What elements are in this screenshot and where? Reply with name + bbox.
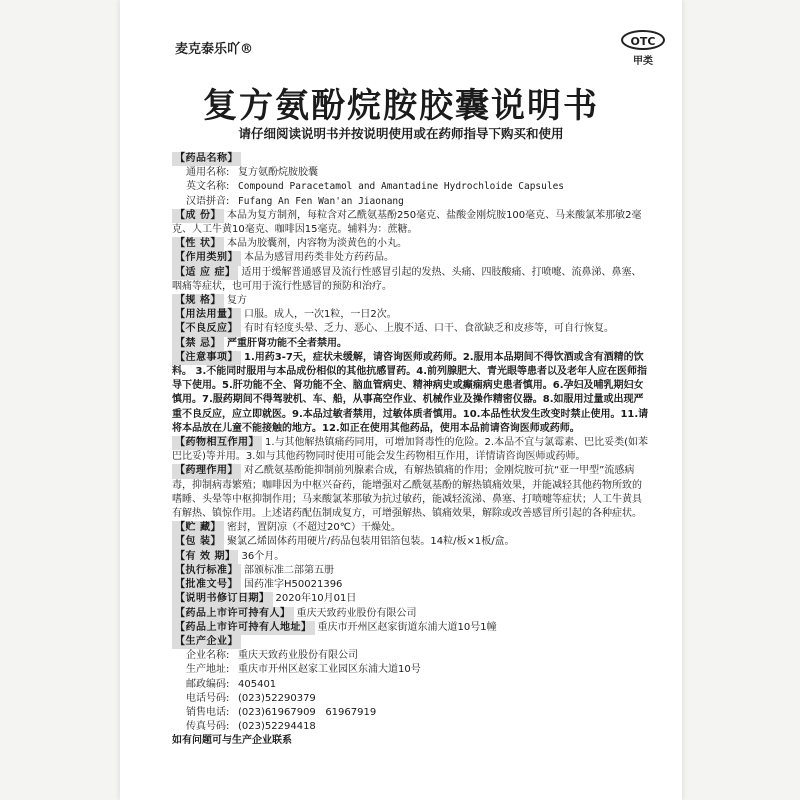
manufacturer-address-row [172, 663, 650, 677]
section-mah [172, 607, 650, 621]
section-precautions [172, 351, 650, 436]
section-label: 【注意事项】 [172, 351, 241, 365]
field-key: 汉语拼音: [186, 195, 230, 207]
manufacturer-name-row [172, 649, 650, 663]
english-name-row [172, 180, 650, 194]
section-text: 密封，置阴凉（不超过20℃）干燥处。 [226, 522, 401, 534]
section-adverse [172, 322, 650, 336]
field-key: 销售电话: [186, 706, 230, 718]
section-label: 【作用类别】 [172, 251, 241, 265]
section-text: 口服。成人，一次1粒，一日2次。 [244, 309, 397, 321]
zip-value: 405401 [238, 678, 277, 690]
section-mah-address [172, 621, 650, 635]
section-text: 有时有轻度头晕、乏力、恶心、上腹不适、口干、食欲缺乏和皮疹等，可自行恢复。 [244, 323, 614, 335]
section-text: 本品为复方制剂，每粒含对乙酰氨基酚250毫克、盐酸金刚烷胺100毫克、马来酸氯苯那敏2毫克、人工牛黄10毫克、咖啡因15毫克。辅料为：蔗糖。 [172, 209, 642, 236]
section-indication [172, 266, 650, 294]
fax-row [172, 720, 650, 734]
section-spec [172, 294, 650, 308]
section-text: 1.与其他解热镇痛药同用，可增加肾毒性的危险。2.本品不宜与氯霉素、巴比妥类(如苯巴比妥)等并用。3.如与其他药物同时使用可能会发生药物相互作用，详情请咨询医师或药师。 [172, 437, 648, 463]
section-text: 对乙酰氨基酚能抑制前列腺素合成，有解热镇痛的作用；金刚烷胺可抗“亚一甲型”流感病毒，抑制病毒繁殖；咖啡因为中枢兴奋药，能增强对乙酰氨基酚的解热镇痛效果，并能减轻其他药物所致的嗜睡、头晕等中枢抑制作用；马来酸氯苯那敏为抗过敏药，能减轻流涕、鼻塞、打喷嚏等症状；人工牛黄具有解热、镇惊作用。上述诸药配伍制成复方，可增强解热、镇痛效果，解除或改善感冒所引起的各种症状。 [172, 465, 642, 520]
section-package [172, 535, 650, 549]
section-label: 【规 格】 [172, 294, 224, 308]
section-text: 适用于缓解普通感冒及流行性感冒引起的发热、头痛、四肢酸痛、打喷嚏、流鼻涕、鼻塞、咽痛等症状，也可用于流行性感冒的预防和治疗。 [172, 266, 642, 292]
section-dosage [172, 308, 650, 322]
section-label: 【用法用量】 [172, 308, 241, 322]
section-label: 【包 装】 [172, 535, 224, 549]
section-label: 【禁 忌】 [172, 337, 224, 351]
sales-phone-value: (023)61967909 61967919 [238, 706, 377, 718]
section-drug-name [172, 152, 650, 166]
section-text: 重庆天致药业股份有限公司 [296, 607, 417, 619]
pinyin-row [172, 195, 650, 209]
section-text: 聚氯乙烯固体药用硬片/药品包装用铝箔包装。14粒/板×1板/盒。 [226, 536, 515, 548]
section-label: 【贮 藏】 [172, 521, 224, 535]
section-approval [172, 578, 650, 592]
phone-value: (023)52290379 [238, 692, 316, 704]
section-composition [172, 209, 650, 237]
section-label: 【说明书修订日期】 [172, 592, 273, 606]
otc-class-label: 甲类 [633, 56, 653, 67]
section-standard [172, 564, 650, 578]
footer-note: 如有问题可与生产企业联系 [172, 735, 292, 747]
section-label: 【成 份】 [172, 209, 224, 223]
field-key: 通用名称: [186, 167, 230, 179]
section-manufacturer [172, 635, 650, 649]
common-name-value: 复方氨酚烷胺胶囊 [238, 167, 318, 179]
english-name-value: Compound Paracetamol and Amantadine Hydrochloide Capsules [238, 181, 565, 193]
field-key: 生产地址: [186, 664, 230, 676]
section-pharmacology [172, 464, 650, 521]
section-category [172, 251, 650, 265]
section-label: 【药理作用】 [172, 464, 241, 478]
document-subtitle: 请仔细阅读说明书并按说明使用或在药师指导下购买和使用 [238, 126, 564, 141]
section-label: 【批准文号】 [172, 578, 241, 592]
section-text: 1.用药3-7天，症状未缓解，请咨询医师或药师。2.服用本品期间不得饮酒或含有酒精的饮料。 3.不能同时服用与本品成份相似的其他抗感冒药。4.前列腺肥大、青光眼等患者以及老年人应在医师指导下使用。5.肝功能不全、肾功能不全、脑血管病史、精神病史或癫痫病史患者慎用。6.孕妇及哺乳期妇女慎用。7.服药期间不得驾驶机、车、船，从事高空作业、机械作业及操作精密仪器。8.如服用过量或出现严重不良反应，应立即就医。9.本品过敏者禁用，过敏体质者慎用。10.本品性状发生改变时禁止使用。11.请将本品放在儿童不能接触的地方。12.如正在使用其他药品，使用本品前请咨询医师或药师。 [172, 351, 649, 434]
section-label: 【适 应 症】 [172, 266, 238, 280]
section-text: 本品为感冒用药类非处方药药品。 [244, 252, 394, 264]
otc-badge-label: OTC [621, 30, 665, 50]
section-text: 国药准字H50021396 [244, 579, 343, 591]
section-text: 部颁标准二部第五册 [244, 564, 334, 576]
document-title: 复方氨酚烷胺胶囊说明书 [203, 86, 599, 126]
section-label: 【生产企业】 [172, 635, 241, 649]
brand-logo: 麦克泰乐吖® [175, 42, 254, 57]
fax-value: (023)52294418 [238, 721, 316, 733]
section-text: 36个月。 [241, 550, 285, 562]
manufacturer-name: 重庆天致药业股份有限公司 [238, 650, 358, 662]
field-key: 邮政编码: [186, 678, 230, 690]
section-text: 重庆市开州区赵家街道东浦大道10号1幢 [317, 621, 497, 633]
pinyin-value: Fufang An Fen Wan'an Jiaonang [238, 195, 404, 207]
section-text: 严重肝肾功能不全者禁用。 [226, 337, 347, 349]
field-key: 企业名称: [186, 650, 230, 662]
section-label: 【不良反应】 [172, 322, 241, 336]
field-key: 英文名称: [186, 181, 230, 193]
section-contraindications [172, 337, 650, 351]
leaflet-body [172, 152, 650, 749]
field-key: 电话号码: [186, 692, 230, 704]
section-label: 【药品上市许可持有人】 [172, 607, 294, 621]
section-label: 【药品名称】 [172, 152, 241, 166]
common-name-row [172, 166, 650, 180]
phone-row [172, 692, 650, 706]
section-text: 复方 [226, 295, 247, 307]
section-text: 2020年10月01日 [275, 593, 357, 605]
section-interactions [172, 436, 650, 464]
field-key: 传真号码: [186, 721, 230, 733]
section-revision-date [172, 592, 650, 606]
section-appearance [172, 237, 650, 251]
section-validity [172, 550, 650, 564]
sales-phone-row [172, 706, 650, 720]
section-label: 【有 效 期】 [172, 550, 238, 564]
section-storage [172, 521, 650, 535]
section-text: 本品为胶囊剂，内容物为淡黄色的小丸。 [226, 238, 407, 250]
otc-badge [620, 30, 666, 70]
section-label: 【药品上市许可持有人地址】 [172, 621, 315, 635]
section-label: 【药物相互作用】 [172, 436, 262, 450]
manufacturer-address: 重庆市开州区赵家工业园区东浦大道10号 [238, 664, 421, 676]
section-label: 【执行标准】 [172, 564, 241, 578]
section-label: 【性 状】 [172, 237, 224, 251]
zip-row [172, 678, 650, 692]
